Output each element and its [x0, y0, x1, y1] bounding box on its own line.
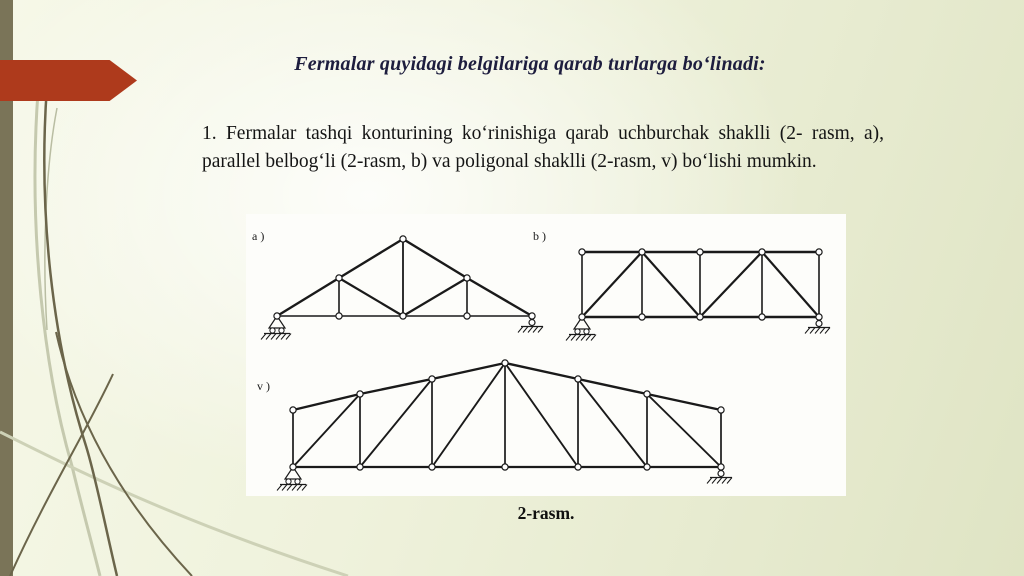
- red-arrow-decoration: [0, 60, 137, 101]
- truss-figure: [246, 214, 846, 496]
- svg-text:a ): a ): [252, 229, 265, 243]
- slide-paragraph: 1. Fermalar tashqi konturining ko‘rinishiga qarab uchburchak shaklli (2- rasm, a), parallel belbog‘li (2-rasm, b) va poligonal shaklli (2-rasm, v) bo‘lishi mumkin.: [202, 122, 884, 172]
- svg-text:b ): b ): [533, 229, 546, 243]
- figure-caption: 2-rasm.: [517, 503, 575, 523]
- svg-text:v ): v ): [257, 379, 270, 393]
- truss-diagrams: [246, 214, 846, 496]
- slide-title: Fermalar quyidagi belgilariga qarab turlarga bo‘linadi:: [294, 53, 766, 75]
